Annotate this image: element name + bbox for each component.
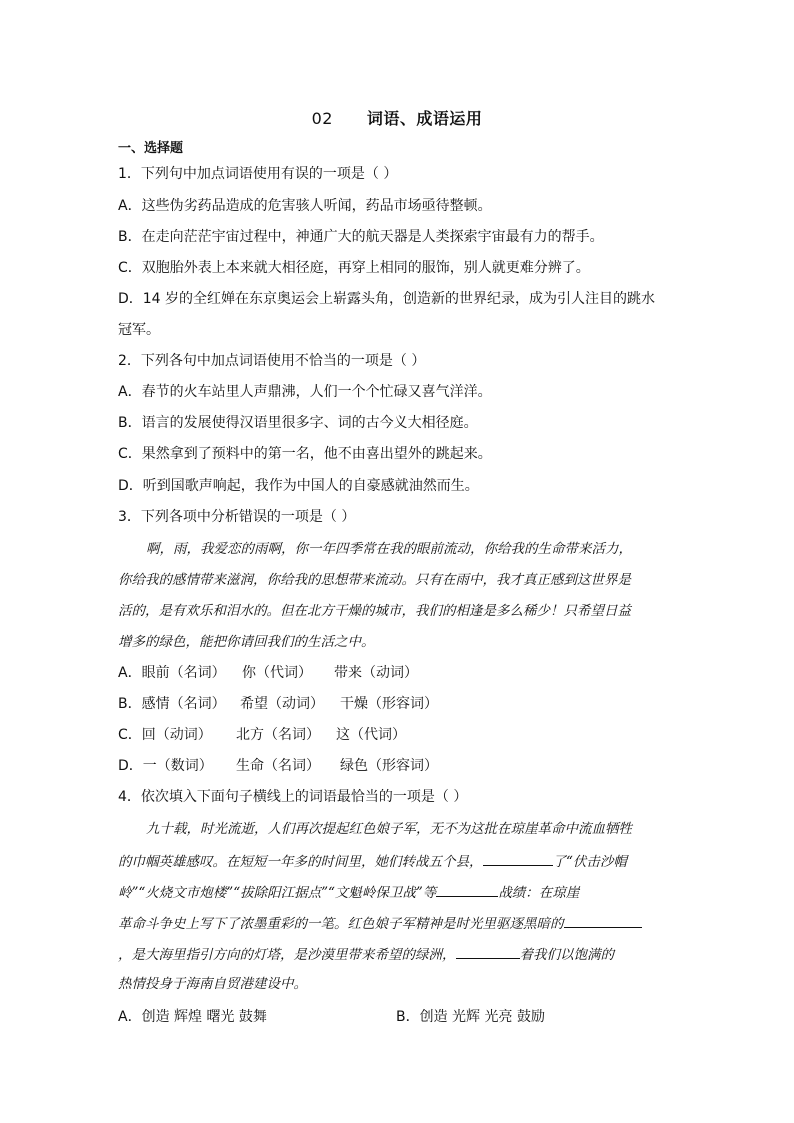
q3-passage-line-1: 啊，雨，我爱恋的雨啊，你一年四季常在我的眼前流动，你给我的生命带来活力， bbox=[146, 541, 632, 557]
q3-option-b bbox=[118, 695, 678, 713]
q1-stem: 1．下列句中加点词语使用有误的一项是（ ） bbox=[118, 166, 398, 182]
q3-d-item-1: D．一（数词） bbox=[118, 758, 213, 774]
q4-blank-3 bbox=[564, 913, 642, 928]
q2-option-b: B．语言的发展使得汉语里很多字、词的古今义大相径庭。 bbox=[118, 415, 478, 431]
q1-option-d-cont: 冠军。 bbox=[118, 322, 160, 338]
q4-p4-text-a: 革命斗争史上写下了浓墨重彩的一笔。红色娘子军精神是时光里驱逐黑暗的 bbox=[118, 916, 564, 932]
q3-option-a bbox=[118, 664, 678, 682]
title-text: 词语、成语运用 bbox=[366, 109, 483, 128]
q4-p5-text-a: ，是大海里指引方向的灯塔，是沙漠里带来希望的绿洲， bbox=[118, 947, 456, 963]
q4-passage-line-4 bbox=[118, 913, 678, 933]
q4-p2-text-a: 的巾帼英雄感叹。在短短一年多的时间里，她们转战五个县， bbox=[118, 854, 483, 870]
q3-a-item-2: 你（代词） bbox=[242, 665, 312, 681]
q3-option-d bbox=[118, 757, 678, 775]
q3-d-item-3: 绿色（形容词） bbox=[340, 758, 438, 774]
q4-p5-text-b: 着我们以饱满的 bbox=[519, 947, 614, 963]
q3-stem: 3．下列各项中分析错误的一项是（ ） bbox=[118, 509, 356, 525]
q2-stem: 2．下列各句中加点词语使用不恰当的一项是（ ） bbox=[118, 353, 426, 369]
q1-option-c: C．双胞胎外表上本来就大相径庭，再穿上相同的服饰，别人就更难分辨了。 bbox=[118, 260, 590, 276]
q2-option-c: C．果然拿到了预料中的第一名，他不由喜出望外的跳起来。 bbox=[118, 446, 492, 462]
q3-c-item-3: 这（代词） bbox=[336, 727, 406, 743]
q4-p3-text-a: 岭”“火烧文市炮楼”“拔除阳江据点”“文魁岭保卫战”等 bbox=[118, 885, 437, 901]
title-number: 02 bbox=[311, 109, 333, 128]
q3-d-item-2: 生命（名词） bbox=[236, 758, 320, 774]
q3-b-item-1: B．感情（名词） bbox=[118, 696, 226, 712]
q4-passage-line-6: 热情投身于海南自贸港建设中。 bbox=[118, 976, 307, 992]
q3-a-item-1: A．眼前（名词） bbox=[118, 665, 226, 681]
q3-passage-line-3: 活的，是有欢乐和泪水的。但在北方干燥的城市，我们的相逢是多么稀少！只希望日益 bbox=[118, 603, 631, 619]
q3-a-item-3: 带来（动词） bbox=[334, 665, 418, 681]
section-heading: 一、选择题 bbox=[118, 141, 184, 156]
q1-option-b: B．在走向茫茫宇宙过程中，神通广大的航天器是人类探索宇宙最有力的帮手。 bbox=[118, 229, 604, 245]
q4-passage-line-2 bbox=[118, 851, 678, 871]
q4-passage-line-1: 九十载，时光流逝，人们再次提起红色娘子军，无不为这批在琼崖革命中流血牺牲 bbox=[146, 821, 632, 837]
q4-passage-line-5 bbox=[118, 944, 678, 964]
q4-passage-line-3 bbox=[118, 882, 678, 902]
q4-p3-text-b: 战绩：在琼崖 bbox=[498, 885, 580, 901]
q4-option-a: A．创造 辉煌 曙光 鼓舞 bbox=[118, 1009, 267, 1025]
q4-option-b: B．创造 光辉 光亮 鼓励 bbox=[396, 1009, 545, 1025]
q4-blank-4 bbox=[456, 944, 520, 959]
q1-option-a: A．这些伪劣药品造成的危害骇人听闻，药品市场亟待整顿。 bbox=[118, 198, 492, 214]
q3-c-item-1: C．回（动词） bbox=[118, 727, 212, 743]
q1-option-d: D．14 岁的全红婵在东京奥运会上崭露头角，创造新的世界纪录，成为引人注目的跳水 bbox=[118, 291, 656, 307]
q3-b-item-2: 希望（动词） bbox=[240, 696, 324, 712]
q3-option-c bbox=[118, 726, 678, 744]
q4-blank-2 bbox=[436, 882, 498, 897]
q3-b-item-3: 干燥（形容词） bbox=[340, 696, 438, 712]
q4-stem: 4．依次填入下面句子横线上的词语最恰当的一项是（ ） bbox=[118, 789, 468, 805]
q2-option-d: D．听到国歌声响起，我作为中国人的自豪感就油然而生。 bbox=[118, 478, 479, 494]
q3-passage-line-2: 你给我的感情带来滋润，你给我的思想带来流动。只有在雨中，我才真正感到这世界是 bbox=[118, 572, 631, 588]
q4-p2-text-b: 了“伏击沙帽 bbox=[552, 854, 627, 870]
q3-c-item-2: 北方（名词） bbox=[236, 727, 320, 743]
q4-blank-1 bbox=[483, 851, 553, 866]
q2-option-a: A．春节的火车站里人声鼎沸，人们一个个忙碌又喜气洋洋。 bbox=[118, 384, 492, 400]
page-title bbox=[0, 106, 794, 129]
q4-options bbox=[118, 1008, 678, 1026]
q3-passage-line-4: 增多的绿色，能把你请回我们的生活之中。 bbox=[118, 634, 375, 650]
